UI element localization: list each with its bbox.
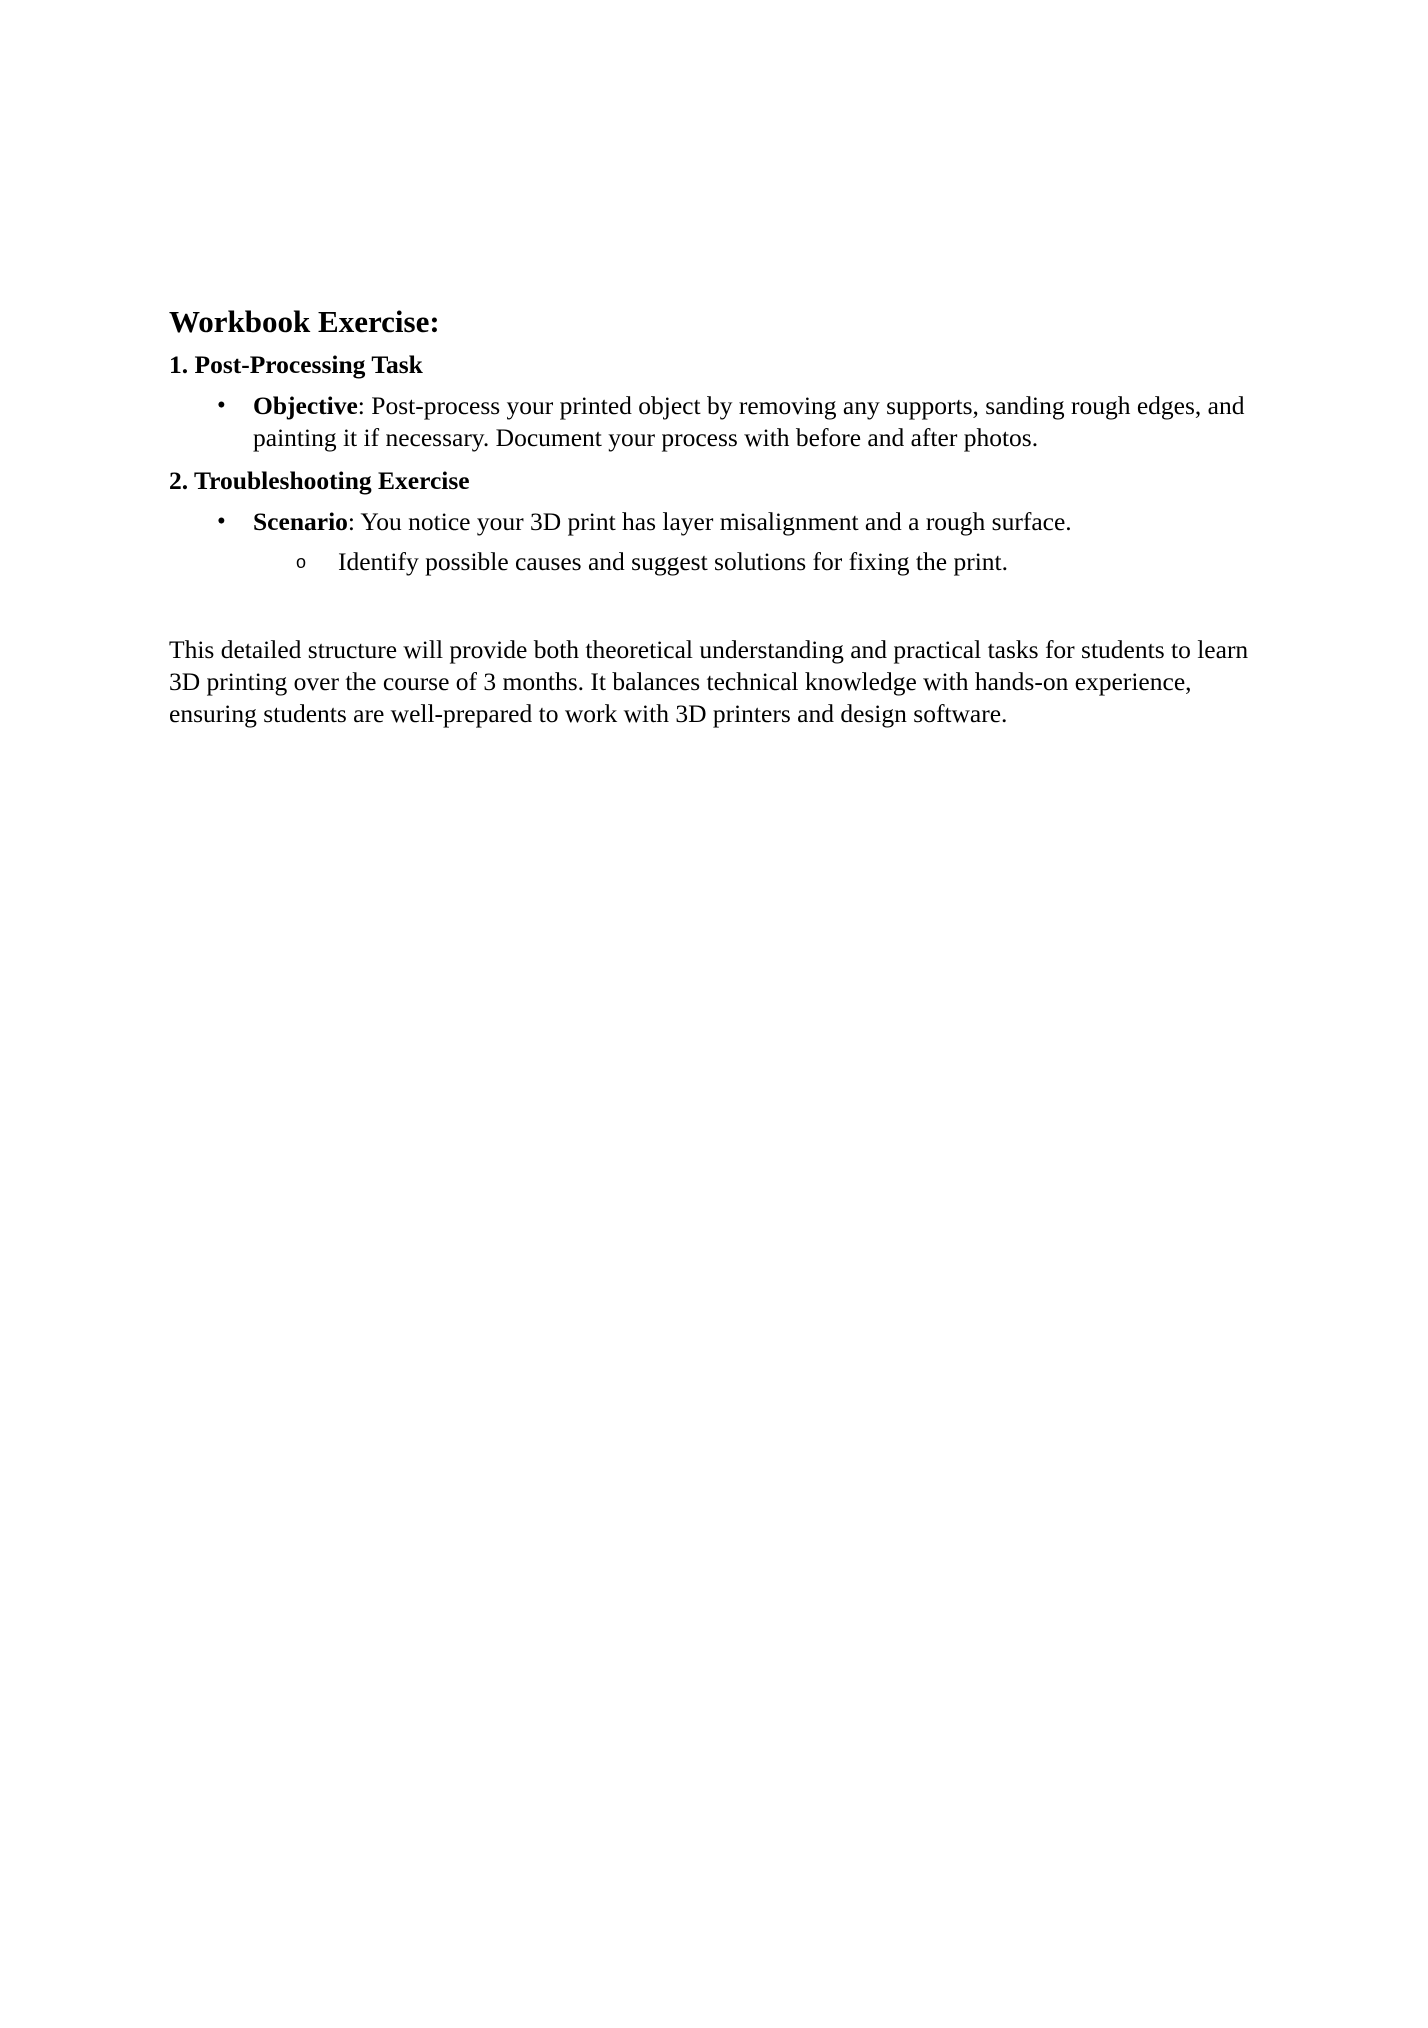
- troubleshooting-list: [169, 506, 1259, 538]
- closing-paragraph: This detailed structure will provide both theoretical understanding and practical tasks for students to learn 3D printing over the course of 3 months. It balances technical knowledge with hands-on experience, ensuring students are well-prepared to work with 3D printers and design software.: [169, 635, 1249, 728]
- section-title-post-processing: 1. Post-Processing Task: [169, 350, 423, 379]
- post-processing-list: [169, 390, 1259, 454]
- document-content: [169, 300, 1259, 730]
- sub-list-item: [169, 546, 1259, 578]
- label-separator: :: [357, 391, 372, 420]
- workbook-heading: Workbook Exercise:: [169, 304, 440, 339]
- bullet-icon: •: [217, 392, 226, 419]
- label-separator: :: [347, 507, 361, 536]
- list-item-objective: [169, 390, 1259, 454]
- circle-bullet-icon: o: [296, 552, 307, 572]
- bullet-icon: •: [217, 508, 226, 535]
- objective-label: Objective: [253, 391, 358, 420]
- section-title-troubleshooting: 2. Troubleshooting Exercise: [169, 466, 470, 495]
- objective-text: Post-process your printed object by removing any supports, sanding rough edges, and painting it if necessary. Document your process with before and after photos.: [253, 391, 1245, 452]
- scenario-text: You notice your 3D print has layer misalignment and a rough surface.: [360, 507, 1072, 536]
- scenario-label: Scenario: [253, 507, 348, 536]
- sub-item-text: Identify possible causes and suggest solutions for fixing the print.: [338, 547, 1008, 576]
- list-item-scenario: [169, 506, 1259, 538]
